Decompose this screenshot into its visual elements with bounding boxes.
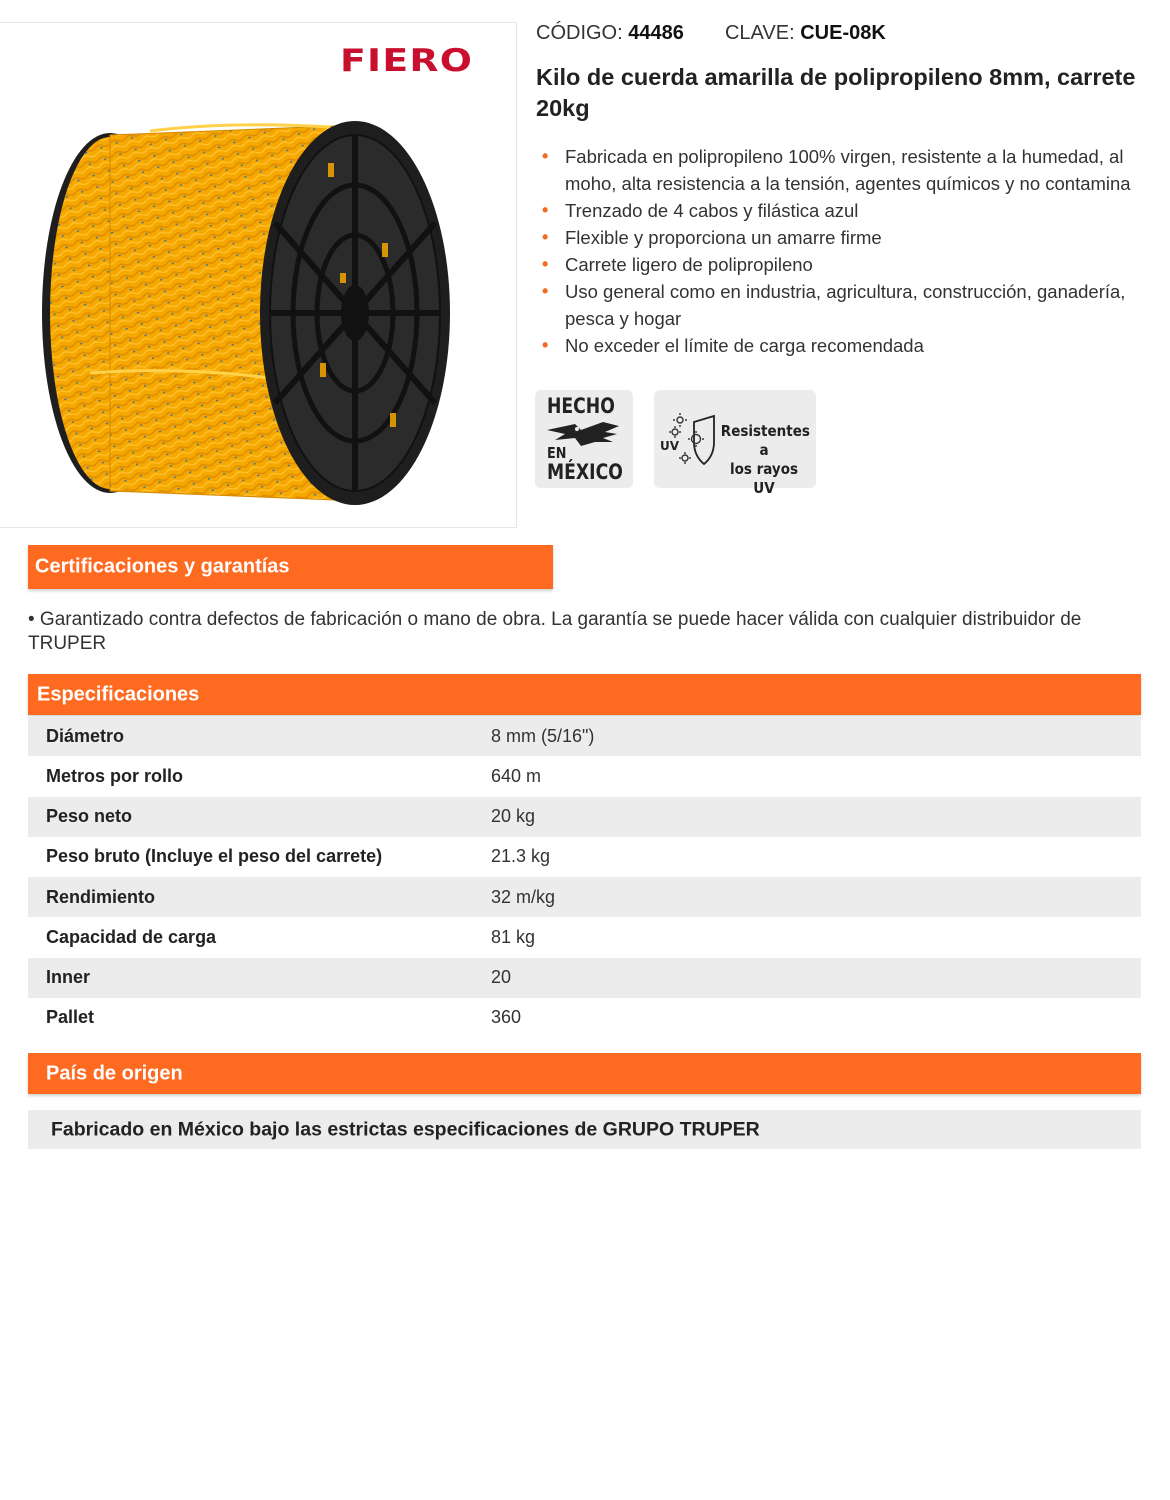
- table-row: [28, 756, 1141, 796]
- code-label: CÓDIGO:: [536, 22, 623, 44]
- specifications-heading: Especificaciones: [37, 683, 200, 705]
- made-in-mexico-badge: [535, 390, 633, 488]
- origin-header: [28, 1053, 1141, 1094]
- feature-item: • Uso general como en industria, agricultura, construcción, ganadería, pesca y hogar: [536, 278, 1166, 332]
- table-row: [28, 998, 1141, 1038]
- spec-value: 8 mm (5/16"): [491, 725, 595, 746]
- feature-item: • Trenzado de 4 cabos y filástica azul: [536, 197, 1166, 224]
- spec-label: Metros por rollo: [46, 765, 184, 786]
- spec-label: Capacidad de carga: [46, 926, 217, 947]
- product-code: 44486: [628, 22, 684, 44]
- feature-list: [536, 143, 1166, 359]
- origin-row: [28, 1110, 1141, 1149]
- spec-value: 20: [491, 967, 512, 988]
- uv-resistant-badge: [654, 390, 816, 497]
- uv-shield-icon: [658, 412, 716, 468]
- warranty-text: • Garantizado contra defectos de fabricación o mano de obra. La garantía se puede hacer válida con cualquier distribuidor de TRUPER: [28, 609, 1082, 654]
- spec-value: 20 kg: [491, 806, 536, 827]
- rope-reel-image: [30, 103, 460, 523]
- feature-item: • No exceder el límite de carga recomendada: [536, 332, 1166, 359]
- origin-heading: País de origen: [46, 1062, 183, 1084]
- table-row: [28, 917, 1141, 957]
- spec-label: Rendimiento: [46, 886, 156, 907]
- spec-value: 32 m/kg: [491, 886, 556, 907]
- spec-value: 81 kg: [491, 926, 536, 947]
- uv-badge-line1: Resistentes a: [720, 422, 810, 459]
- spec-label: Peso neto: [46, 806, 133, 827]
- table-row: [28, 877, 1141, 917]
- uv-badge-line2: los rayos UV: [729, 460, 799, 497]
- spec-value: 360: [491, 1007, 522, 1028]
- table-row: [28, 837, 1141, 877]
- product-image-panel: [0, 22, 517, 528]
- specifications-table: [28, 716, 1141, 1038]
- uv-badge-text: [720, 422, 810, 498]
- key-label: CLAVE:: [724, 22, 795, 44]
- feature-item: • Flexible y proporciona un amarre firme: [536, 224, 1166, 251]
- spec-label: Diámetro: [46, 725, 125, 746]
- badge-mexico-bottom: MÉXICO: [547, 460, 623, 484]
- product-title: Kilo de cuerda amarilla de polipropileno 8mm, carrete 20kg: [536, 64, 1136, 121]
- certifications-header: [28, 545, 553, 589]
- specifications-header: [28, 674, 1141, 715]
- certifications-heading: Certificaciones y garantías: [35, 555, 290, 578]
- product-meta: [536, 22, 886, 45]
- feature-item: • Fabricada en polipropileno 100% virgen, resistente a la humedad, al moho, alta resistencia a la tensión, agentes químicos y no contamina: [536, 143, 1166, 197]
- spec-label: Pallet: [46, 1007, 95, 1028]
- brand-logo: FIERO: [340, 43, 474, 79]
- table-row: [28, 797, 1141, 837]
- uv-icon-label: UV: [660, 439, 680, 453]
- spec-label: Inner: [46, 967, 91, 988]
- product-key: CUE-08K: [800, 22, 886, 44]
- spec-label: Peso bruto (Incluye el peso del carrete): [46, 846, 383, 867]
- badge-mexico-mid: EN: [547, 444, 567, 462]
- table-row: [28, 716, 1141, 756]
- spec-value: 640 m: [491, 765, 542, 786]
- feature-item: • Carrete ligero de polipropileno: [536, 251, 1166, 278]
- badge-mexico-top: HECHO: [547, 394, 615, 418]
- origin-text: Fabricado en México bajo las estrictas especificaciones de GRUPO TRUPER: [51, 1118, 760, 1140]
- table-row: [28, 958, 1141, 998]
- spec-value: 21.3 kg: [491, 846, 551, 867]
